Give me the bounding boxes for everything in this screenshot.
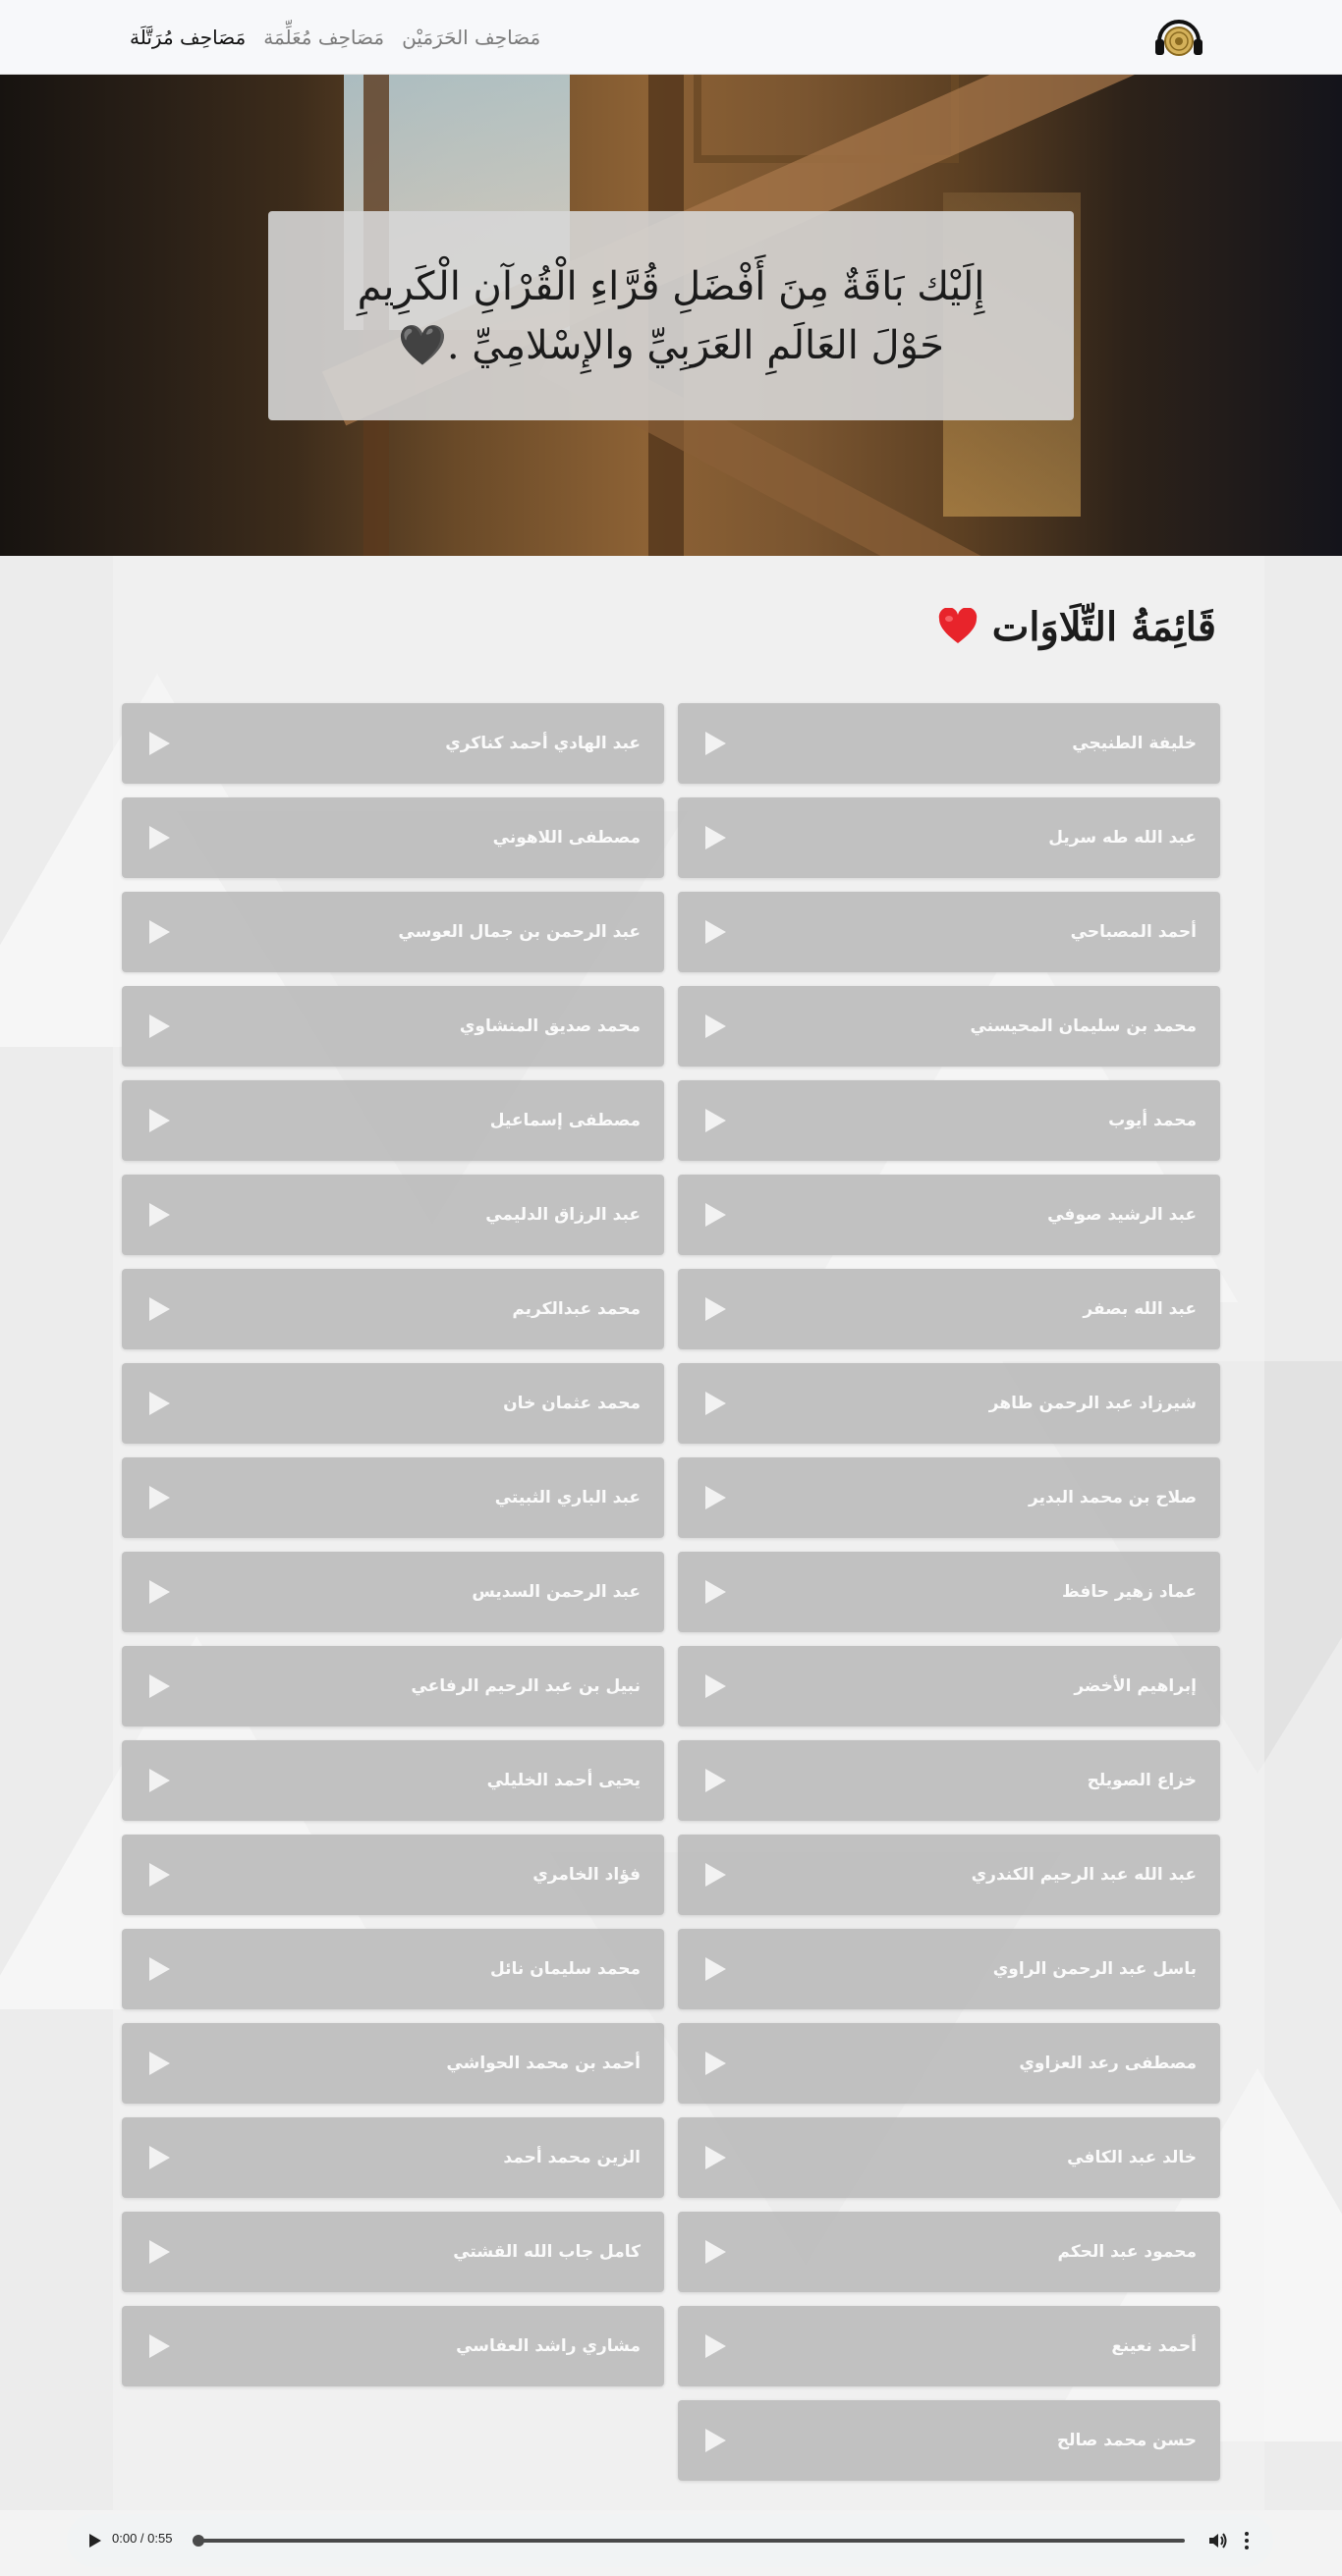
reciter-name: يحيى أحمد الخليلي [486,1771,641,1790]
reciter-card[interactable] [122,892,664,972]
reciter-card[interactable] [678,1835,1220,1915]
reciter-name: عبد الله بصفر [1083,1299,1197,1319]
nav-link-murattal[interactable]: مَصَاحِف مُرَتَّلَة [130,26,247,49]
play-icon[interactable] [84,2531,104,2550]
reciter-name: عماد زهير حافظ [1061,1582,1197,1602]
nav-link-muallim[interactable]: مَصَاحِف مُعَلِّمَة [263,26,385,49]
play-icon[interactable] [143,1577,173,1607]
play-icon[interactable] [143,1860,173,1890]
play-icon[interactable] [699,1766,729,1795]
play-icon[interactable] [699,1389,729,1418]
recitations-section [0,556,1342,2510]
reciter-card[interactable] [678,1457,1220,1538]
reciter-name: الزين محمد أحمد [503,2148,641,2167]
reciter-card[interactable] [122,2117,664,2198]
reciter-name: محمد سليمان نائل [489,1959,641,1979]
reciter-name: محمد بن سليمان المحيسني [970,1016,1197,1036]
reciter-name: عبد الهادي أحمد كناكري [445,734,641,753]
reciter-card[interactable] [678,1175,1220,1255]
reciter-card[interactable] [122,2212,664,2292]
play-icon[interactable] [143,1483,173,1512]
reciter-name: باسل عبد الرحمن الراوي [992,1959,1197,1979]
play-icon[interactable] [143,2331,173,2361]
reciter-card[interactable] [122,1929,664,2009]
play-icon[interactable] [143,729,173,758]
reciter-card[interactable] [678,2400,1220,2481]
play-icon[interactable] [699,1860,729,1890]
reciter-name: محمد عثمان خان [503,1394,641,1413]
reciter-card[interactable] [678,2117,1220,2198]
reciter-name: محمد صديق المنشاوي [459,1016,641,1036]
play-icon[interactable] [699,2237,729,2267]
reciter-name: مصطفى رعد العزاوي [1019,2054,1197,2073]
reciter-name: عبد الرزاق الدليمي [485,1205,641,1225]
play-icon[interactable] [143,2237,173,2267]
play-icon[interactable] [143,1012,173,1041]
audio-player [67,2514,1273,2567]
reciter-card[interactable] [678,1363,1220,1444]
play-icon[interactable] [699,823,729,852]
reciter-name: مصطفى إسماعيل [489,1111,641,1130]
play-icon[interactable] [699,1954,729,1984]
play-icon[interactable] [699,917,729,947]
reciter-name: خليفة الطنيجي [1072,734,1197,753]
top-navbar [0,0,1342,75]
reciter-name: كامل جاب الله القشتي [453,2242,641,2262]
reciter-card[interactable] [678,2212,1220,2292]
reciter-name: محمد عبدالكريم [512,1299,641,1319]
play-icon[interactable] [699,1200,729,1230]
play-icon[interactable] [699,1012,729,1041]
reciter-card[interactable] [678,1646,1220,1726]
play-icon[interactable] [699,2049,729,2078]
play-icon[interactable] [143,823,173,852]
hero-banner [0,75,1342,556]
reciter-name: عبد الله طه سريل [1048,828,1197,848]
play-icon[interactable] [143,2143,173,2172]
reciter-name: مصطفى اللاهوني [492,828,641,848]
reciter-card[interactable] [678,1929,1220,2009]
reciter-name: خزاع الصويلح [1087,1771,1197,1790]
play-icon[interactable] [699,729,729,758]
reciter-name: محمد أيوب [1108,1111,1197,1130]
reciter-name: إبراهيم الأخضر [1074,1676,1197,1696]
reciter-card[interactable] [678,1552,1220,1632]
red-heart-icon [937,608,979,645]
reciter-card[interactable] [678,797,1220,878]
reciter-name: عبد الباري الثبيتي [494,1488,641,1507]
reciter-card[interactable] [678,1740,1220,1821]
reciter-card[interactable] [122,2306,664,2386]
play-icon[interactable] [143,1389,173,1418]
more-vertical-icon[interactable] [1242,2530,1252,2551]
reciter-card[interactable] [122,797,664,878]
reciter-card[interactable] [122,1646,664,1726]
audio-time: 0:00 / 0:55 [112,2531,173,2546]
section-title-text: قَائِمَةُ التِّلَاوَات [991,603,1216,650]
reciter-card[interactable] [678,2306,1220,2386]
reciter-name: شيرزاد عبد الرحمن طاهر [988,1394,1197,1413]
reciter-name: محمود عبد الحكم [1057,2242,1197,2262]
play-icon[interactable] [143,917,173,947]
hero-text-box [268,211,1074,420]
reciter-card[interactable] [678,892,1220,972]
volume-icon[interactable] [1206,2530,1228,2551]
reciter-name: عبد الرحمن بن جمال العوسي [398,922,641,942]
reciter-name: عبد الرحمن السديس [472,1582,641,1602]
reciter-name: صلاح بن محمد البدير [1029,1488,1197,1507]
nav-links [130,24,540,51]
reciter-card[interactable] [122,1835,664,1915]
reciter-name: عبد الله عبد الرحيم الكندري [971,1865,1197,1885]
audio-progress-thumb[interactable] [193,2535,204,2547]
play-icon[interactable] [143,1672,173,1701]
reciter-name: حسن محمد صالح [1056,2431,1197,2450]
reciter-card[interactable] [122,1080,664,1161]
play-icon[interactable] [699,2331,729,2361]
reciter-name: أحمد نعينع [1111,2336,1197,2356]
play-icon[interactable] [143,1106,173,1135]
reciter-name: خالد عبد الكافي [1067,2148,1197,2167]
play-icon[interactable] [699,1106,729,1135]
reciter-name: عبد الرشيد صوفي [1047,1205,1197,1225]
reciter-card[interactable] [678,1269,1220,1349]
reciter-card[interactable] [122,986,664,1067]
reciter-card[interactable] [678,2023,1220,2104]
reciter-name: فؤاد الخامري [532,1865,641,1885]
reciter-card[interactable] [122,2023,664,2104]
nav-link-haramain[interactable]: مَصَاحِف الحَرَمَيْن [402,26,541,49]
play-icon[interactable] [143,1294,173,1324]
play-icon[interactable] [699,1577,729,1607]
play-icon[interactable] [699,2143,729,2172]
reciter-card[interactable] [122,1457,664,1538]
play-icon[interactable] [699,1294,729,1324]
play-icon[interactable] [143,2049,173,2078]
reciter-name: أحمد بن محمد الحواشي [446,2054,641,2073]
play-icon[interactable] [143,1200,173,1230]
reciter-card[interactable] [122,1552,664,1632]
reciter-card[interactable] [122,1269,664,1349]
play-icon[interactable] [143,1954,173,1984]
reciter-card[interactable] [122,1363,664,1444]
reciter-card[interactable] [122,1175,664,1255]
reciter-card[interactable] [122,1740,664,1821]
reciter-card[interactable] [122,703,664,784]
reciter-name: نبيل بن عبد الرحيم الرفاعي [411,1676,641,1696]
headphones-quran-icon[interactable] [1153,12,1204,63]
reciter-card[interactable] [678,1080,1220,1161]
section-title [937,601,1216,652]
play-icon[interactable] [699,1672,729,1701]
audio-progress-bar[interactable] [193,2539,1185,2543]
reciter-card[interactable] [678,986,1220,1067]
play-icon[interactable] [699,2426,729,2455]
play-icon[interactable] [143,1766,173,1795]
play-icon[interactable] [699,1483,729,1512]
hero-text: إِلَيْك بَاقَةٌ مِنَ أَفْضَلِ قُرَّاءِ الْقُرْآنِ الْكَرِيمِ حَوْلَ العَالَمِ العَرَبِيِّ والإِسْلامِيِّ .🖤 [357,263,985,368]
reciter-card[interactable] [678,703,1220,784]
reciter-name: أحمد المصباحي [1070,922,1197,942]
reciter-name: مشاري راشد العفاسي [456,2336,641,2356]
reciter-list [122,703,1220,2481]
